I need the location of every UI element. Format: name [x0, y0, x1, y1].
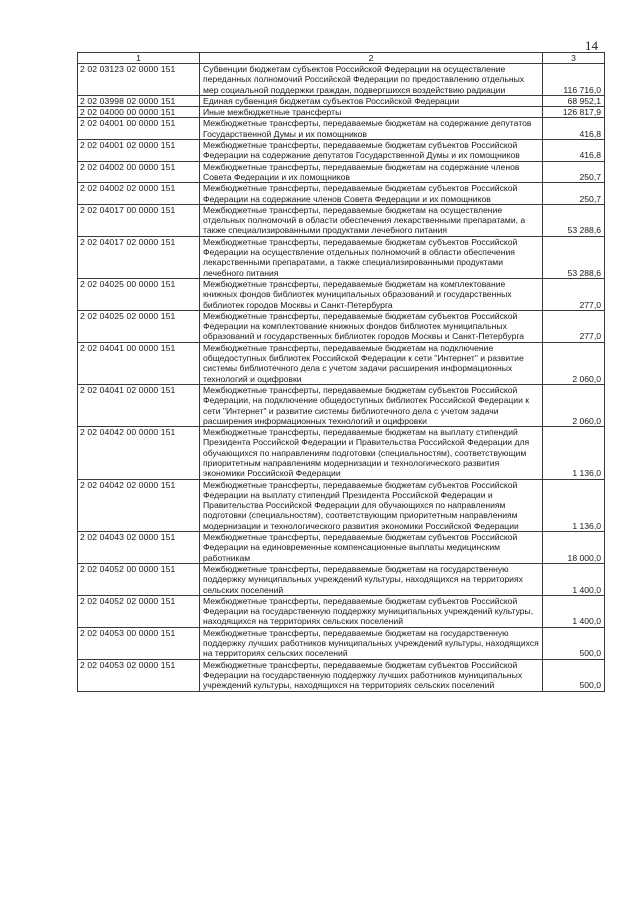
amount-cell: 116 716,0	[543, 64, 605, 96]
name-cell: Субвенции бюджетам субъектов Российской Федерации на осуществление переданных полномочий Российской Федерации по предоставлению отдельных мер социальной поддержки граждан, подвергшихся воздействию радиации	[200, 64, 543, 96]
table-row	[78, 183, 605, 205]
name-cell: Межбюджетные трансферты, передаваемые бюджетам на государственную поддержку лучших работников муниципальных учреждений культуры, находящихся на территориях сельских поселений	[200, 627, 543, 659]
code-cell: 2 02 04042 02 0000 151	[78, 479, 200, 531]
amount-cell: 1 136,0	[543, 479, 605, 531]
code-cell: 2 02 03998 02 0000 151	[78, 95, 200, 106]
amount-cell: 53 288,6	[543, 204, 605, 236]
amount-cell: 68 952,1	[543, 95, 605, 106]
code-cell: 2 02 04052 02 0000 151	[78, 595, 200, 627]
amount-cell: 1 400,0	[543, 563, 605, 595]
amount-cell: 53 288,6	[543, 236, 605, 278]
amount-cell: 250,7	[543, 161, 605, 183]
table-header-row	[78, 53, 605, 64]
table-row	[78, 118, 605, 140]
amount-cell: 277,0	[543, 310, 605, 342]
code-cell: 2 02 04041 02 0000 151	[78, 384, 200, 426]
table-row	[78, 384, 605, 426]
name-cell: Межбюджетные трансферты, передаваемые бюджетам субъектов Российской Федерации на содержание членов Совета Федерации и их помощников	[200, 183, 543, 205]
amount-cell: 416,8	[543, 140, 605, 162]
table-row	[78, 627, 605, 659]
name-cell: Межбюджетные трансферты, передаваемые бюджетам на подключение общедоступных библиотек Российской Федерации к сети "Интернет" и развитие системы библиотечного дела с учетом задачи расширения информационных технологий и оцифровки	[200, 342, 543, 384]
table-row	[78, 532, 605, 564]
code-cell: 2 02 04002 00 0000 151	[78, 161, 200, 183]
amount-cell: 250,7	[543, 183, 605, 205]
name-cell: Межбюджетные трансферты, передаваемые бюджетам субъектов Российской Федерации на государственную поддержку муниципальных учреждений культуры, находящихся на территориях сельских поселений	[200, 595, 543, 627]
name-cell: Межбюджетные трансферты, передаваемые бюджетам на комплектование книжных фондов библиотек муниципальных образований и государственных библиотек городов Москвы и Санкт-Петербурга	[200, 278, 543, 310]
name-cell: Межбюджетные трансферты, передаваемые бюджетам на государственную поддержку муниципальных учреждений культуры, находящихся на территориях сельских поселений	[200, 563, 543, 595]
name-cell: Межбюджетные трансферты, передаваемые бюджетам субъектов Российской Федерации на комплектование книжных фондов библиотек муниципальных образований и государственных библиотек городов Москвы и Санкт-Петербурга	[200, 310, 543, 342]
name-cell: Межбюджетные трансферты, передаваемые бюджетам на осуществление отдельных полномочий в области обеспечения лекарственными препаратами, а также специализированными продуктами лечебного питания	[200, 204, 543, 236]
code-cell: 2 02 04001 02 0000 151	[78, 140, 200, 162]
code-cell: 2 02 04017 00 0000 151	[78, 204, 200, 236]
name-cell: Межбюджетные трансферты, передаваемые бюджетам субъектов Российской Федерации, на подключение общедоступных библиотек Российской Федерации к сети "Интернет" и развитие системы библиотечного дела с учетом задачи расширения информационных технологий и оцифровки	[200, 384, 543, 426]
table-row	[78, 595, 605, 627]
code-cell: 2 02 04052 00 0000 151	[78, 563, 200, 595]
table-row	[78, 342, 605, 384]
name-cell: Межбюджетные трансферты, передаваемые бюджетам субъектов Российской Федерации на осуществление отдельных полномочий в области обеспечения лекарственными препаратами, а также специализированными продуктами лечебного питания	[200, 236, 543, 278]
code-cell: 2 02 04043 02 0000 151	[78, 532, 200, 564]
code-cell: 2 02 04017 02 0000 151	[78, 236, 200, 278]
table-row	[78, 95, 605, 106]
amount-cell: 500,0	[543, 627, 605, 659]
table-row	[78, 278, 605, 310]
code-cell: 2 02 04025 00 0000 151	[78, 278, 200, 310]
name-cell: Единая субвенция бюджетам субъектов Российской Федерации	[200, 95, 543, 106]
table-row	[78, 161, 605, 183]
column-header-name: 2	[200, 53, 543, 64]
name-cell: Межбюджетные трансферты, передаваемые бюджетам субъектов Российской Федерации на выплату стипендий Президента Российской Федерации и Правительства Российской Федерации для обучающихся по направлениям подготовки (специальностям), соответствующим приоритетным направлениям модернизации и технологического развития экономики Российской Федерации	[200, 479, 543, 531]
budget-table	[77, 52, 605, 692]
code-cell: 2 02 04041 00 0000 151	[78, 342, 200, 384]
code-cell: 2 02 04053 02 0000 151	[78, 659, 200, 691]
amount-cell: 500,0	[543, 659, 605, 691]
amount-cell: 126 817,9	[543, 107, 605, 118]
amount-cell: 2 060,0	[543, 342, 605, 384]
code-cell: 2 02 03123 02 0000 151	[78, 64, 200, 96]
amount-cell: 1 136,0	[543, 427, 605, 479]
table-row	[78, 140, 605, 162]
code-cell: 2 02 04025 02 0000 151	[78, 310, 200, 342]
column-header-amount: 3	[543, 53, 605, 64]
table-row	[78, 64, 605, 96]
code-cell: 2 02 04002 02 0000 151	[78, 183, 200, 205]
amount-cell: 18 000,0	[543, 532, 605, 564]
name-cell: Иные межбюджетные трансферты	[200, 107, 543, 118]
name-cell: Межбюджетные трансферты, передаваемые бюджетам субъектов Российской Федерации на единовременные компенсационные выплаты медицинским работникам	[200, 532, 543, 564]
code-cell: 2 02 04000 00 0000 151	[78, 107, 200, 118]
amount-cell: 2 060,0	[543, 384, 605, 426]
table-row	[78, 204, 605, 236]
code-cell: 2 02 04042 00 0000 151	[78, 427, 200, 479]
page-number: 14	[585, 38, 598, 53]
table-row	[78, 427, 605, 479]
amount-cell: 1 400,0	[543, 595, 605, 627]
amount-cell: 416,8	[543, 118, 605, 140]
table-row	[78, 563, 605, 595]
table-row	[78, 659, 605, 691]
code-cell: 2 02 04001 00 0000 151	[78, 118, 200, 140]
table-row	[78, 479, 605, 531]
table-row	[78, 236, 605, 278]
name-cell: Межбюджетные трансферты, передаваемые бюджетам на выплату стипендий Президента Российской Федерации и Правительства Российской Федерации для обучающихся по направлениям подготовки (специальностям), соответствующим приоритетным направлениям модернизации и технологического развития экономики Российской Федерации	[200, 427, 543, 479]
code-cell: 2 02 04053 00 0000 151	[78, 627, 200, 659]
amount-cell: 277,0	[543, 278, 605, 310]
table-row	[78, 107, 605, 118]
name-cell: Межбюджетные трансферты, передаваемые бюджетам субъектов Российской Федерации на содержание депутатов Государственной Думы и их помощников	[200, 140, 543, 162]
name-cell: Межбюджетные трансферты, передаваемые бюджетам на содержание членов Совета Федерации и их помощников	[200, 161, 543, 183]
column-header-code: 1	[78, 53, 200, 64]
name-cell: Межбюджетные трансферты, передаваемые бюджетам субъектов Российской Федерации на государственную поддержку лучших работников муниципальных учреждений культуры, находящихся на территориях сельских поселений	[200, 659, 543, 691]
name-cell: Межбюджетные трансферты, передаваемые бюджетам на содержание депутатов Государственной Думы и их помощников	[200, 118, 543, 140]
table-row	[78, 310, 605, 342]
